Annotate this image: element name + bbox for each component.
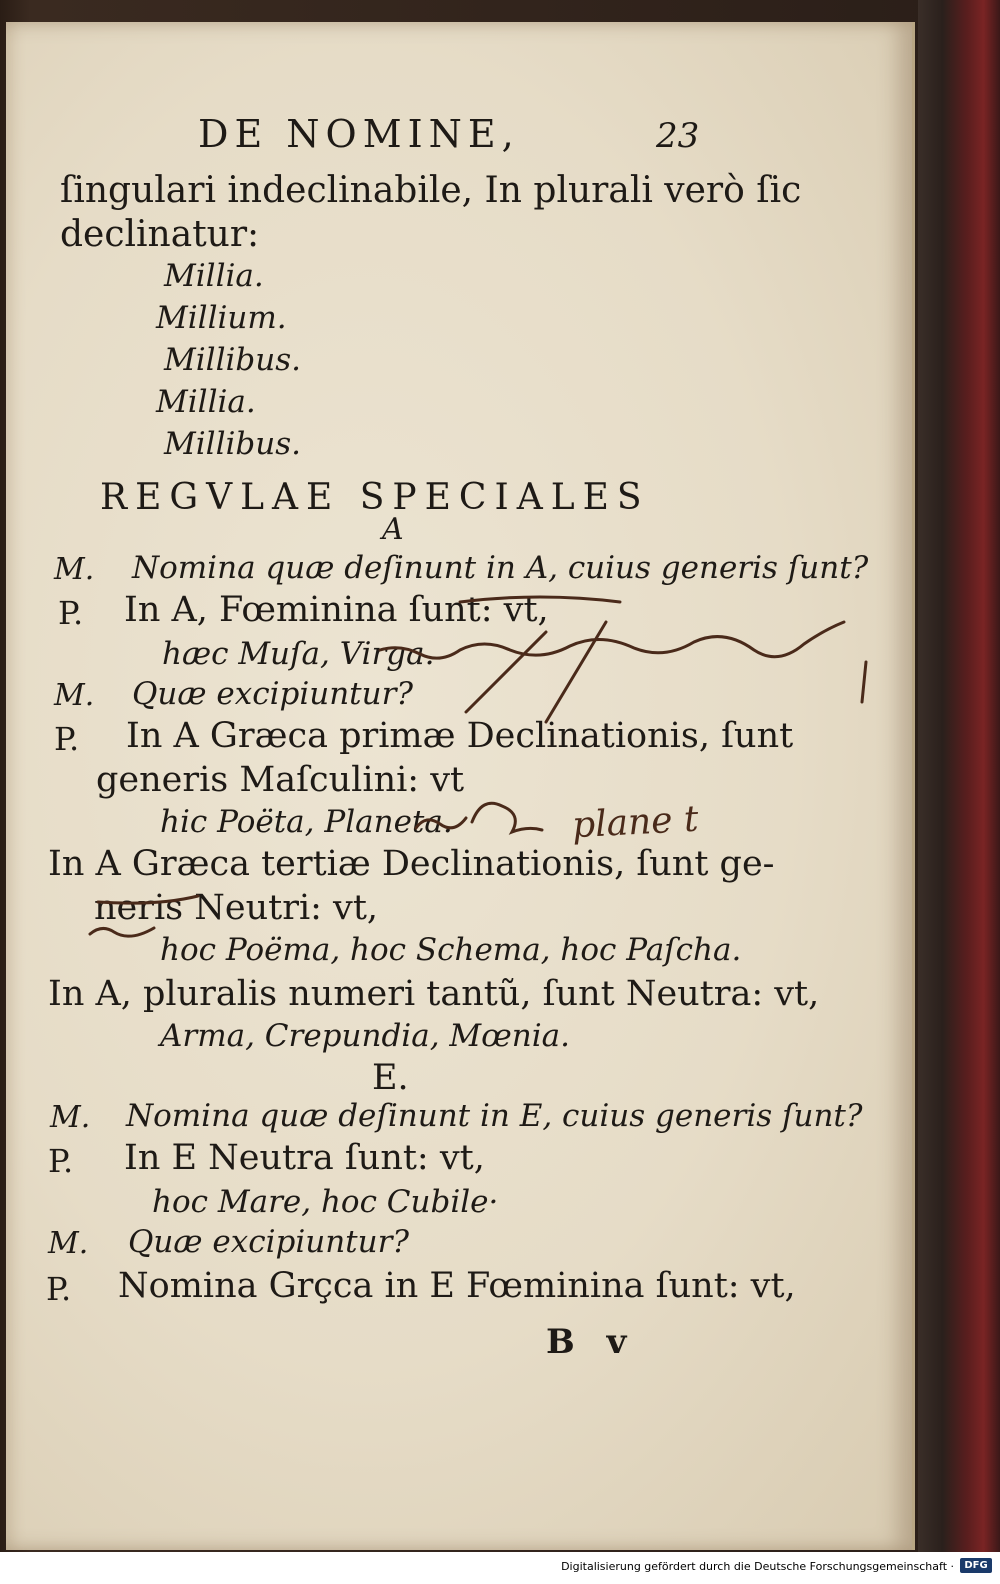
- declension-line: Millia.: [164, 258, 264, 294]
- example-line: hoc Poëma, hoc Schema, hoc Paſcha.: [160, 932, 742, 968]
- speaker-label: M.: [48, 1226, 89, 1261]
- handwritten-annotations: [6, 22, 912, 1550]
- speaker-label: P.: [58, 594, 84, 632]
- page-number: 23: [656, 116, 700, 156]
- running-header: DE NOMINE,: [198, 112, 520, 156]
- section-heading: REGVLAE SPECIALES: [100, 477, 650, 518]
- text-line: ſingulari indeclinabile, In plurali verò ſic: [60, 170, 802, 211]
- text-line: declinatur:: [60, 214, 260, 255]
- example-line: hæc Muſa, Virga.: [162, 636, 435, 672]
- subheading-a: A: [382, 512, 404, 547]
- answer-line: neris Neutri: vt,: [94, 888, 379, 928]
- answer-line: In A, Fœminina ſunt: vt,: [124, 590, 549, 630]
- subheading-e: E.: [372, 1058, 409, 1098]
- declension-line: Millia.: [156, 384, 256, 420]
- question-line: Quæ excipiuntur?: [132, 676, 414, 712]
- handwritten-note: plane t: [571, 798, 700, 847]
- question-line: Quæ excipiuntur?: [128, 1224, 410, 1260]
- book-edge: [918, 0, 1000, 1552]
- example-line: Arma, Crepundia, Mœnia.: [160, 1018, 571, 1054]
- answer-line: In A Græca primæ Declinationis, ſunt: [126, 716, 794, 756]
- answer-line: generis Maſculini: vt: [96, 760, 465, 800]
- declension-line: Millibus.: [164, 426, 301, 462]
- answer-line: In E Neutra ſunt: vt,: [124, 1138, 485, 1178]
- declension-line: Millibus.: [164, 342, 301, 378]
- answer-line: Nomina Grçca in E Fœminina ſunt: vt,: [118, 1266, 796, 1306]
- footer-credit: Digitalisierung gefördert durch die Deutsche Forschungsgemeinschaft ·: [561, 1560, 954, 1573]
- signature-mark: B v: [546, 1322, 637, 1362]
- speaker-label: P.: [46, 1270, 72, 1308]
- speaker-label: M.: [50, 1100, 91, 1135]
- answer-line: In A Græca tertiæ Declinationis, ſunt ge-: [48, 844, 775, 884]
- question-line: Nomina quæ deſinunt in A, cuius generis ſunt?: [132, 550, 869, 586]
- answer-line: In A, pluralis numeri tantũ, ſunt Neutra: vt,: [48, 974, 820, 1014]
- dfg-logo: DFG: [960, 1558, 992, 1573]
- example-line: hoc Mare, hoc Cubile·: [152, 1184, 499, 1220]
- question-line: Nomina quæ deſinunt in E, cuius generis ſunt?: [126, 1098, 863, 1134]
- example-line: hic Poëta, Planeta.: [160, 804, 453, 840]
- book-page: [6, 22, 915, 1550]
- speaker-label: M.: [54, 552, 95, 587]
- declension-line: Millium.: [156, 300, 287, 336]
- speaker-label: P.: [48, 1142, 74, 1180]
- speaker-label: M.: [54, 678, 95, 713]
- speaker-label: P.: [54, 720, 80, 758]
